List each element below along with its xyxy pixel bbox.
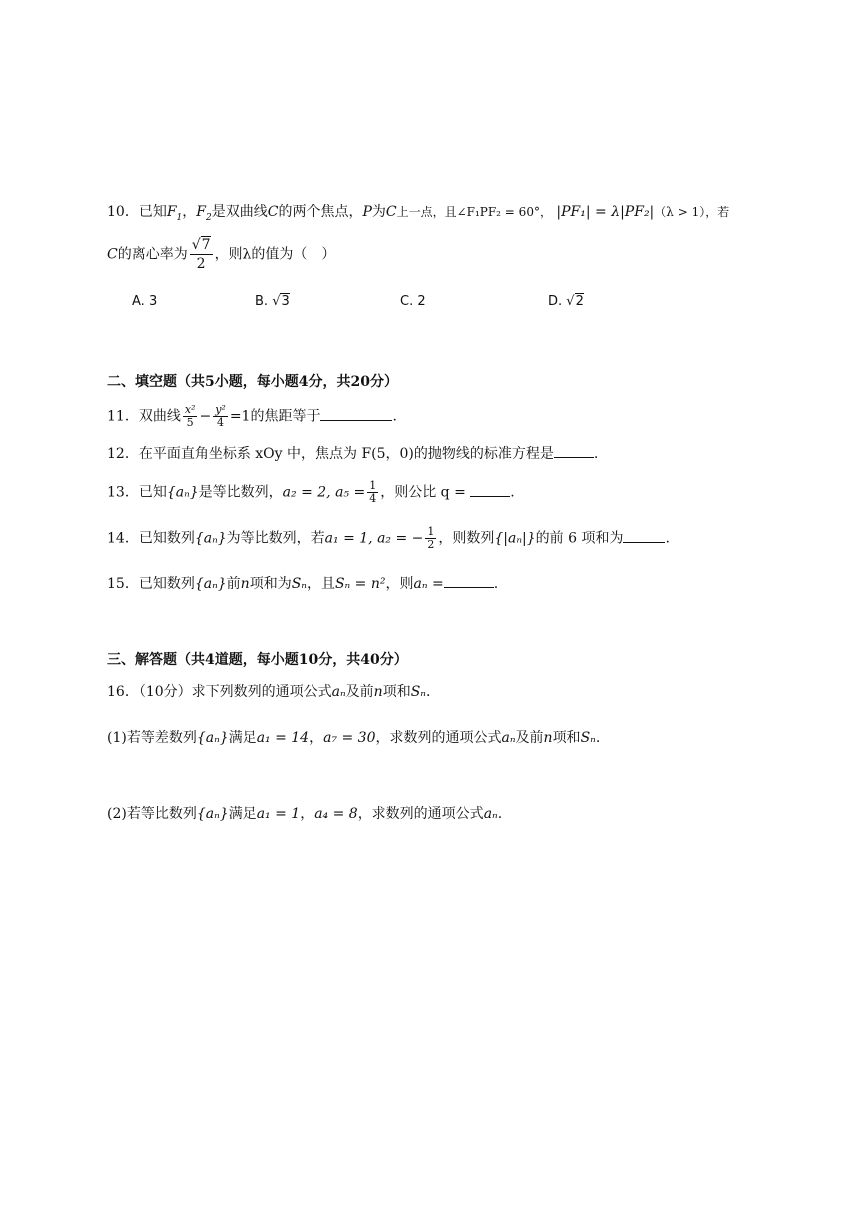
q10-pre: 10．已知: [107, 204, 167, 220]
answer-blank-13[interactable]: [470, 484, 510, 497]
answer-blank-14[interactable]: [623, 530, 665, 543]
q12: 12．在平面直角坐标系 xOy 中，焦点为 F(5，0)的抛物线的标准方程是 .: [107, 446, 599, 462]
q10-abs: |PF₁| = λ|PF₂|: [556, 204, 655, 220]
q10-line1: 10．已知$F_1$，$F_2$是双曲线C的两个焦点，P为C上一点，且∠F₁PF₂ = 60°， |PF₁| = λ|PF₂|（λ > 1），若: [107, 204, 730, 223]
q10-fraction: $\frac{√7}{2}$: [191, 237, 211, 272]
q16: 16．（10分）求下列数列的通项公式aₙ及前n项和Sₙ.: [107, 684, 431, 700]
q11: 11．双曲线 $\frac{\text{x²}}{5}$ − $\frac{\text{y²}}{4}$ =1的焦距等于 .: [107, 403, 397, 429]
q14: 14．已知数列{aₙ}为等比数列，若a₁ = 1, a₂ = − $\frac{1}{2}$ ，则数列{|aₙ|}的前 6 项和为 .: [107, 525, 670, 551]
option-b[interactable]: B. √3: [255, 294, 290, 309]
f2-symbol: $F_2$: [196, 204, 212, 223]
section-2-heading: 二、填空题（共5小题，每小题4分，共20分）: [107, 374, 398, 390]
q10-line2: C的离心率为 $\frac{√7}{2}$ ，则λ的值为（ ）: [107, 237, 336, 272]
section-3-heading: 三、解答题（共4道题，每小题10分，共40分）: [107, 652, 408, 668]
option-c[interactable]: C. 2: [400, 294, 426, 309]
q16-part2: (2)若等比数列{aₙ}满足a₁ = 1，a₄ = 8，求数列的通项公式aₙ.: [107, 806, 503, 822]
q16-part1: (1)若等差数列{aₙ}满足a₁ = 14，a₇ = 30，求数列的通项公式aₙ及前n项和Sₙ.: [107, 730, 601, 746]
answer-blank-11[interactable]: [320, 408, 392, 421]
option-a[interactable]: A. 3: [132, 294, 158, 309]
q13: 13．已知{aₙ}是等比数列，a₂ = 2, a₅ = $\frac{1}{4}$ ，则公比 q = .: [107, 479, 515, 505]
f1-symbol: $F_1$: [166, 204, 183, 223]
answer-blank-12[interactable]: [554, 445, 594, 458]
answer-blank-15[interactable]: [444, 575, 494, 588]
option-d[interactable]: D. √2: [548, 294, 584, 309]
q15: 15．已知数列{aₙ}前n项和为Sₙ，且Sₙ = n²，则aₙ = .: [107, 576, 499, 592]
